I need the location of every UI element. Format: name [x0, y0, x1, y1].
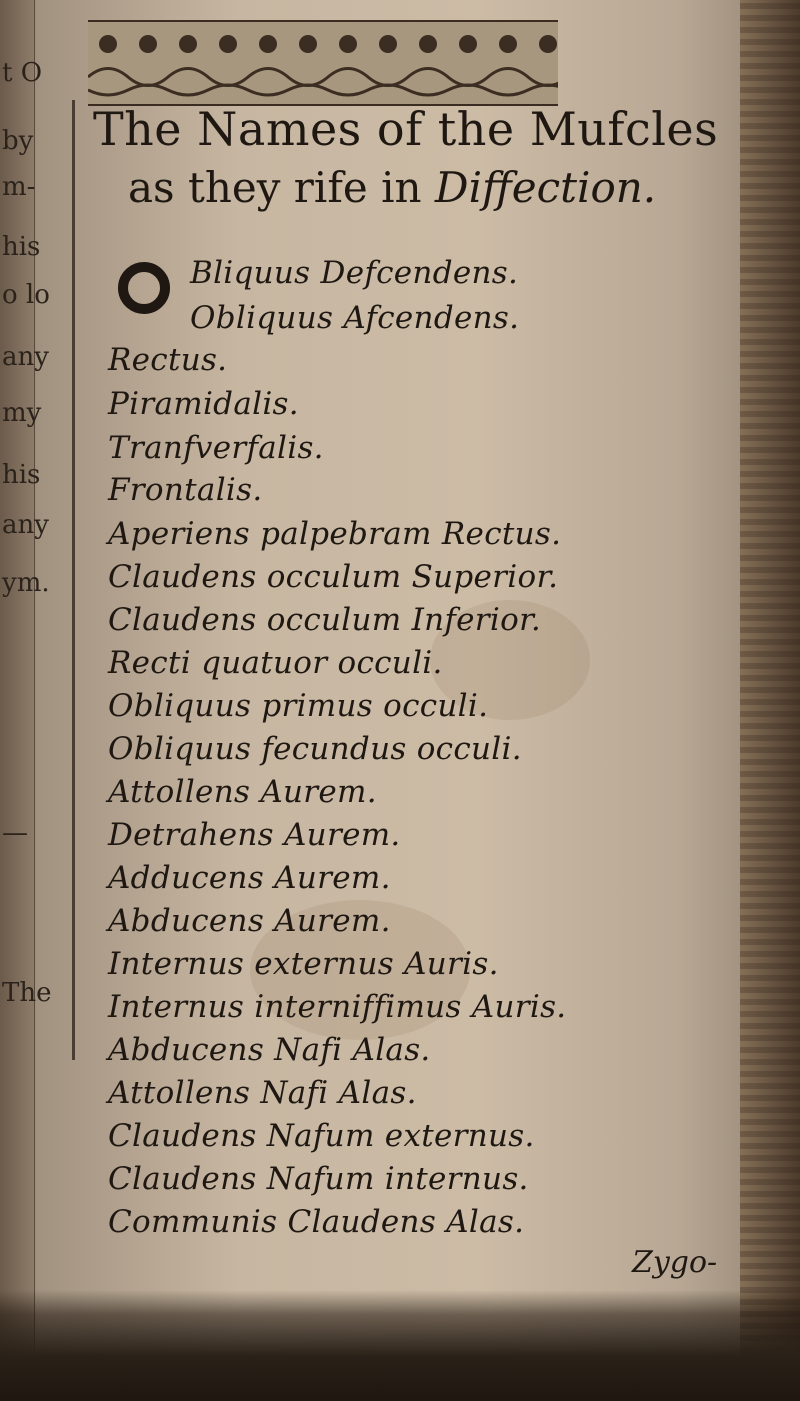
muscle-entry: Abducens Nafi Alas.	[108, 1032, 431, 1068]
margin-fragment: my	[2, 398, 42, 428]
margin-rule	[72, 100, 75, 1060]
margin-fragment: any	[2, 510, 49, 540]
drop-cap-o	[118, 262, 170, 314]
muscle-entry: Obliquus primus occuli.	[108, 688, 489, 724]
muscle-entry: Tranfverfalis.	[108, 430, 324, 466]
margin-fragment: any	[2, 342, 49, 372]
muscle-entry: Claudens Nafum internus.	[108, 1161, 529, 1197]
muscle-entry: Adducens Aurem.	[108, 860, 391, 896]
muscle-entry: Rectus.	[108, 342, 228, 378]
margin-fragment: by	[2, 126, 34, 156]
muscle-entry: Aperiens palpebram Rectus.	[108, 516, 562, 552]
muscle-entry: Detrahens Aurem.	[108, 817, 401, 853]
page-stack-edge	[740, 0, 800, 1401]
muscle-entry: Attollens Aurem.	[108, 774, 377, 810]
page-title: The Names of the Mufcles	[93, 102, 719, 156]
margin-fragment: —	[2, 818, 28, 848]
page-subtitle	[128, 163, 656, 212]
margin-fragment: t O	[2, 58, 43, 88]
muscle-entry: Attollens Nafi Alas.	[108, 1075, 417, 1111]
margin-fragment: ym.	[2, 568, 50, 598]
subtitle-italic: Diffection.	[434, 163, 657, 212]
margin-fragment: o lo	[2, 280, 50, 310]
muscle-entry: Bliquus Defcendens.	[190, 255, 519, 291]
margin-fragment: his	[2, 232, 41, 262]
margin-fragment: his	[2, 460, 41, 490]
muscle-entry: Abducens Aurem.	[108, 903, 391, 939]
muscle-entry: Claudens occulum Superior.	[108, 559, 559, 595]
catchword: Zygo-	[632, 1245, 718, 1280]
muscle-entry: Obliquus Afcendens.	[190, 300, 520, 336]
muscle-entry: Claudens Nafum externus.	[108, 1118, 535, 1154]
muscle-entry: Claudens occulum Inferior.	[108, 602, 541, 638]
muscle-entry: Piramidalis.	[108, 386, 299, 422]
muscle-entry: Internus externus Auris.	[108, 946, 499, 982]
headpiece-ornament	[88, 20, 558, 106]
muscle-entry: Recti quatuor occuli.	[108, 645, 443, 681]
muscle-entry: Communis Claudens Alas.	[108, 1204, 525, 1240]
muscle-entry: Internus interniffimus Auris.	[108, 989, 567, 1025]
previous-page-edge	[0, 0, 52, 1401]
margin-fragment: The	[2, 978, 52, 1008]
book-gutter-shadow	[0, 1290, 800, 1401]
subtitle-text: as they rife in	[128, 163, 435, 212]
muscle-entry: Frontalis.	[108, 472, 263, 508]
margin-fragment: m-	[2, 172, 36, 202]
muscle-entry: Obliquus fecundus occuli.	[108, 731, 522, 767]
